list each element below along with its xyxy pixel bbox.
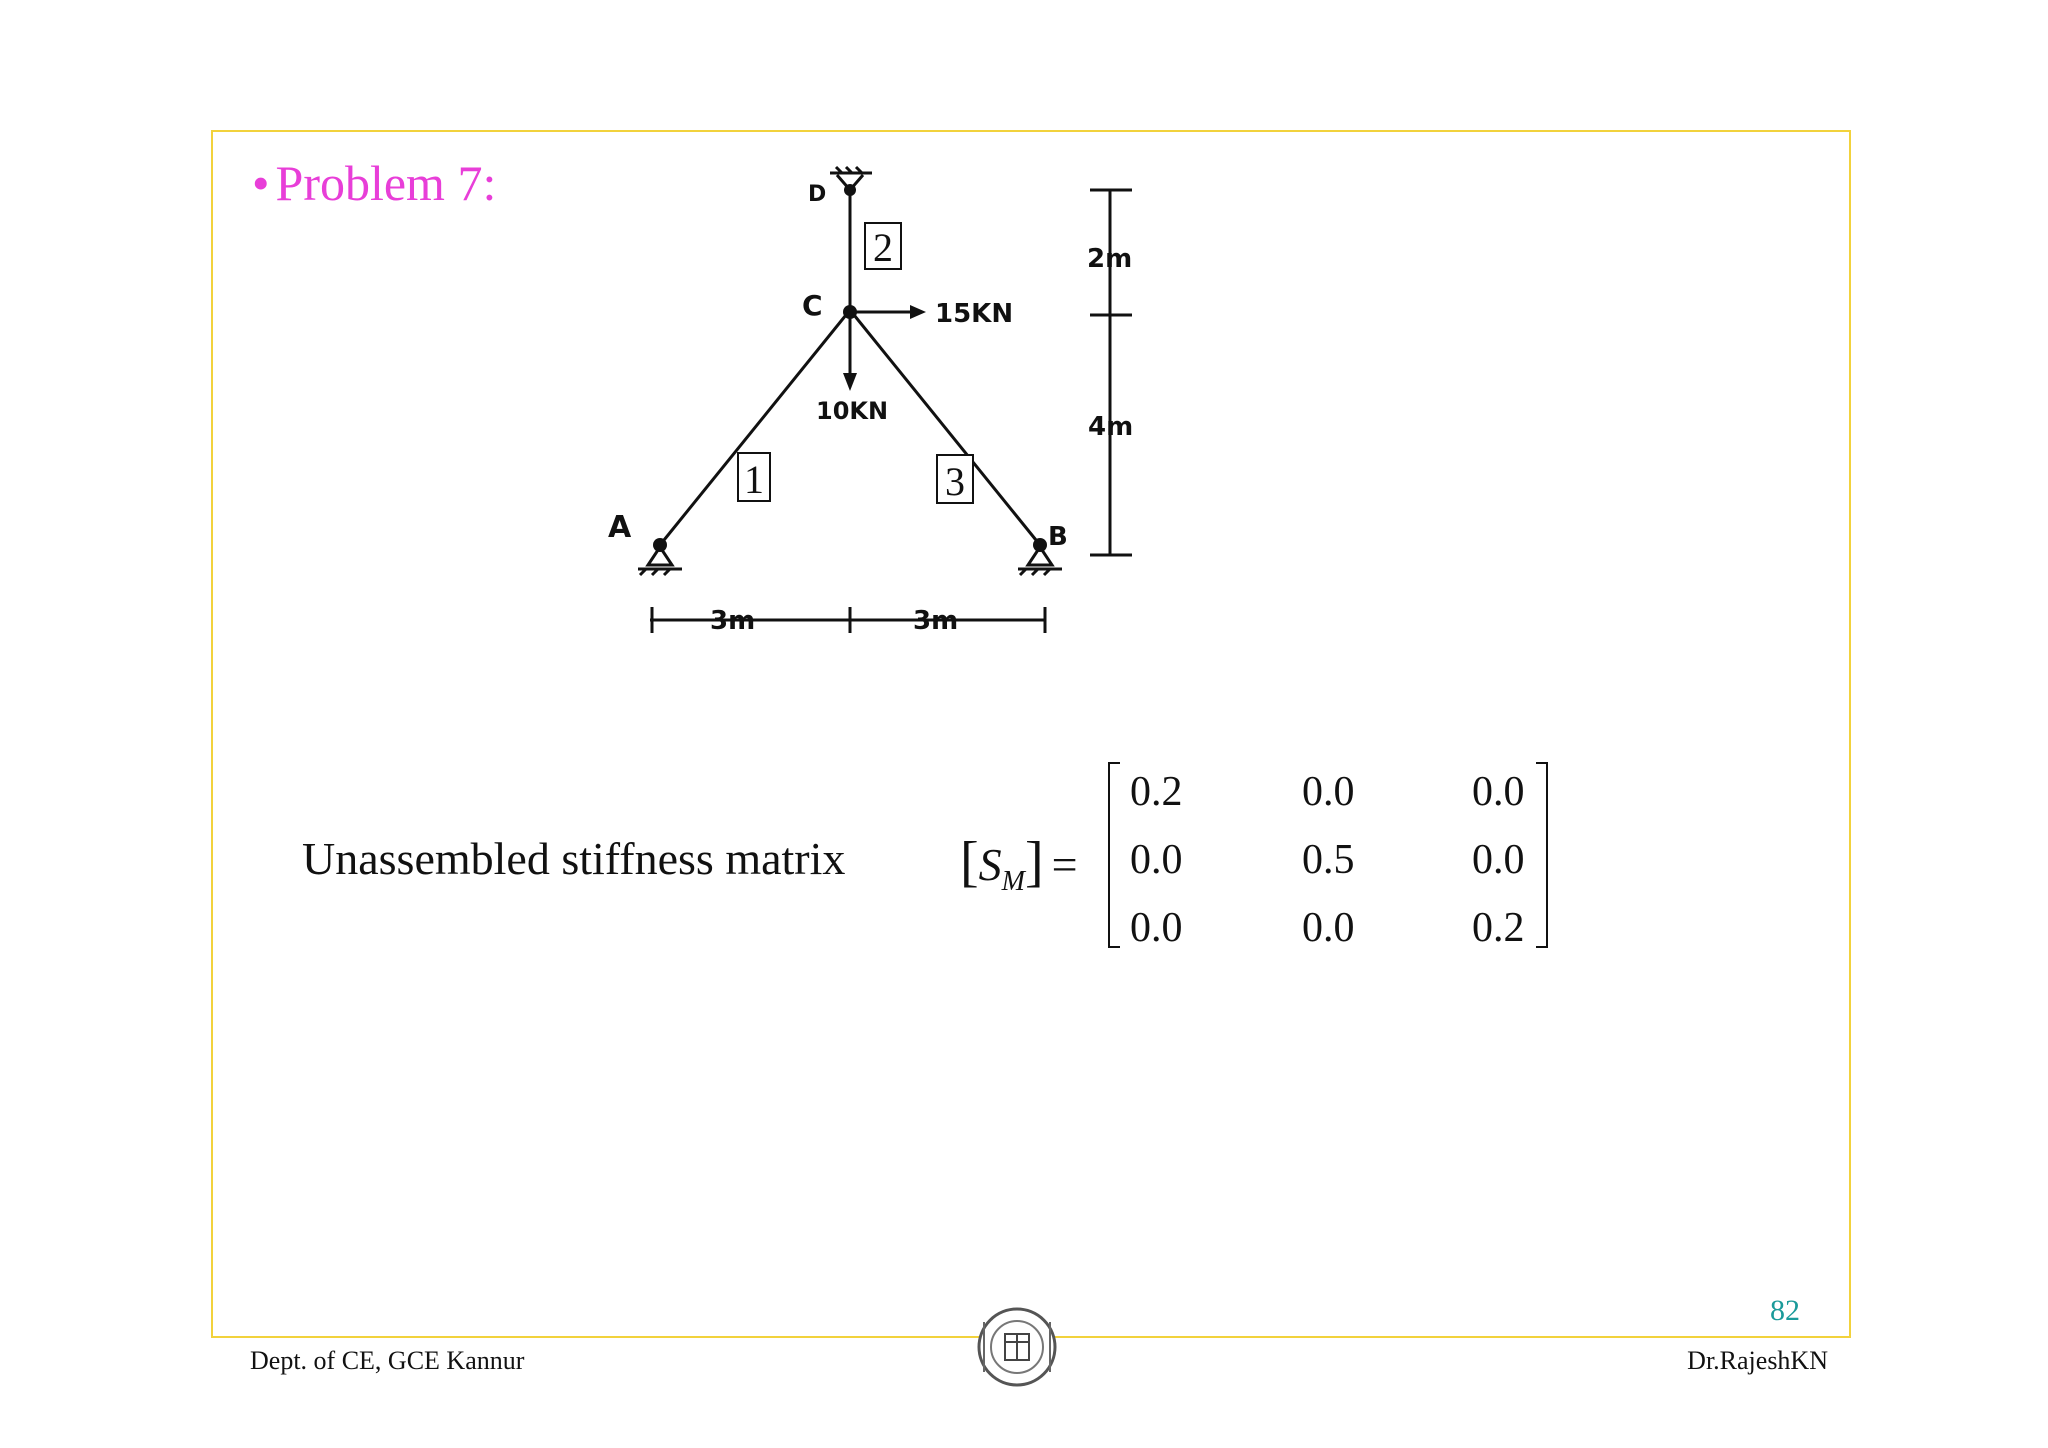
matrix-cell: 0.0 bbox=[1130, 837, 1183, 883]
truss-diagram bbox=[590, 155, 1170, 655]
footer-department: Dept. of CE, GCE Kannur bbox=[250, 1346, 525, 1375]
member-label-1: 1 bbox=[744, 457, 764, 502]
dim-2m: 2m bbox=[1087, 244, 1133, 274]
node-label-A: A bbox=[608, 510, 632, 545]
member-3-line bbox=[850, 310, 1040, 545]
matrix-cell: 0.0 bbox=[1472, 769, 1525, 815]
node-label-C: C bbox=[802, 289, 823, 322]
matrix-cell: 0.0 bbox=[1472, 837, 1525, 883]
dim-3m-left: 3m bbox=[710, 606, 756, 636]
matrix-left-bracket bbox=[1108, 762, 1120, 948]
matrix-cell: 0.2 bbox=[1472, 905, 1525, 951]
matrix-subscript: M bbox=[1001, 866, 1025, 897]
stiffness-matrix bbox=[1108, 762, 1548, 952]
matrix-cell: 0.2 bbox=[1130, 769, 1183, 815]
problem-statement: Unassembled stiffness matrix bbox=[302, 833, 846, 884]
dim-4m: 4m bbox=[1088, 412, 1134, 442]
matrix-cell: 0.0 bbox=[1302, 905, 1355, 951]
college-logo-icon bbox=[972, 1302, 1062, 1392]
matrix-symbol: $[S_M]$ = bbox=[960, 831, 1078, 897]
footer-author: Dr.RajeshKN bbox=[1687, 1346, 1828, 1375]
matrix-cell: 0.5 bbox=[1302, 837, 1355, 883]
load-10kn: 10KN bbox=[816, 397, 889, 425]
matrix-symbol-S: S bbox=[978, 839, 1002, 890]
member-label-2: 2 bbox=[873, 225, 893, 270]
slide-title bbox=[252, 155, 497, 211]
bullet: • bbox=[252, 155, 270, 211]
page-number: 82 bbox=[1770, 1294, 1800, 1327]
title-text: Problem 7: bbox=[275, 155, 497, 211]
matrix-cell: 0.0 bbox=[1130, 905, 1183, 951]
member-label-3: 3 bbox=[945, 459, 965, 504]
matrix-cell: 0.0 bbox=[1302, 769, 1355, 815]
matrix-right-bracket bbox=[1536, 762, 1548, 948]
node-label-B: B bbox=[1048, 522, 1068, 552]
dim-3m-right: 3m bbox=[913, 606, 959, 636]
node-label-D: D bbox=[808, 182, 827, 207]
load-15kn: 15KN bbox=[935, 299, 1014, 329]
member-1-line bbox=[660, 310, 850, 545]
